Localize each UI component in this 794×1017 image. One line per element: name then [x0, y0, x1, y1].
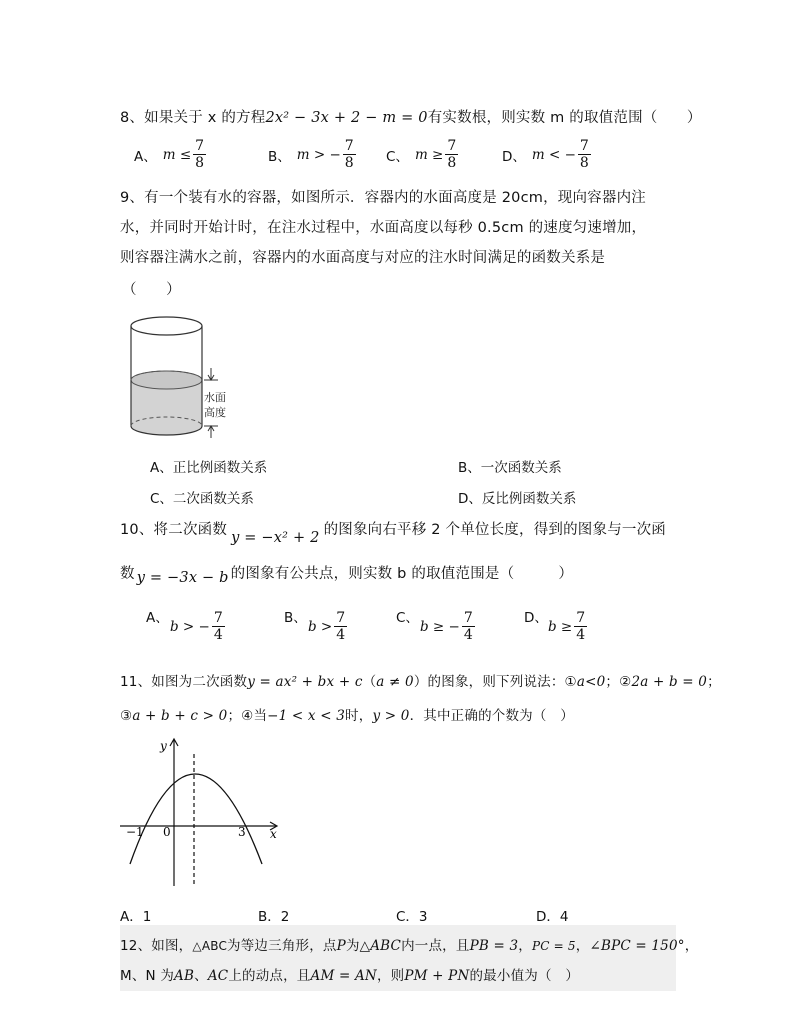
denominator: 8 [195, 155, 205, 171]
q11-option-b: B．2 [258, 909, 290, 925]
q11-text-d: ；② [605, 674, 632, 690]
denominator: 4 [576, 627, 586, 643]
q10-line-2 [120, 562, 574, 586]
q11-text-a: 11、如图为二次函数 [120, 674, 248, 690]
numerator: 7 [576, 610, 586, 626]
q10-option-b [308, 610, 347, 643]
q12-point-p: P [336, 938, 346, 954]
q9-option-c: C、二次函数关系 [150, 491, 254, 507]
q11-text-i: ．其中正确的个数为（ ） [409, 708, 574, 724]
parabola-curve [130, 774, 262, 864]
water-container-figure [124, 308, 244, 438]
q11-equation: y = ax² + bx + c [247, 674, 363, 690]
q12-triangle-2: △ABC [359, 938, 402, 954]
q10-option-d-label: D、 [524, 610, 548, 626]
q12-text-h: ，则 [376, 968, 405, 984]
q11-line-1 [120, 670, 721, 690]
q11-text-h: 时， [345, 708, 373, 724]
q11-statement-1: a<0 [576, 674, 606, 690]
q8-prefix: 8、如果关于 x 的方程 [120, 110, 266, 126]
denominator: 8 [344, 155, 354, 171]
q12-text-i: 的最小值为（ ） [469, 968, 580, 984]
numerator: 7 [447, 138, 457, 154]
q12-line-1 [120, 934, 698, 954]
q11-option-d: D．4 [536, 909, 569, 925]
numerator: 7 [195, 138, 205, 154]
q10-option-a [170, 610, 225, 643]
option-label: B、 [268, 148, 291, 165]
q10-text-c: 数 [120, 566, 135, 582]
option-lhs: m > − [296, 146, 341, 163]
q12-text-c: 为 [345, 938, 360, 954]
option-label: D、 [502, 148, 526, 165]
q9-line-1: 9、有一个装有水的容器，如图所示．容器内的水面高度是 20cm，现向容器内注 [120, 190, 646, 206]
q8-equation: 2x² − 3x + 2 − m = 0 [265, 110, 428, 126]
q12-pb: PB = 3 [469, 938, 519, 954]
q11-text-c: ）的图象，则下列说法：① [413, 674, 577, 690]
option-lhs: b > [308, 618, 333, 635]
q12-text-b: 为等边三角形，点 [227, 938, 337, 954]
q9-line-3: 则容器注满水之前，容器内的水面高度与对应的注水时间满足的函数关系是 [120, 250, 606, 266]
q12-sep-2: ， [575, 938, 590, 954]
figure-label-water: 水面 [204, 391, 226, 404]
fraction [334, 610, 347, 643]
q9-option-d: D、反比例函数关系 [458, 491, 577, 507]
q9-option-a: A、正比例函数关系 [150, 460, 268, 476]
q8-option-b [268, 138, 356, 171]
q10-text-a: 10、将二次函数 [120, 522, 228, 538]
fraction [212, 610, 225, 643]
q10-option-c [420, 610, 475, 643]
denominator: 8 [447, 155, 457, 171]
fraction [462, 610, 475, 643]
numerator: 7 [463, 610, 473, 626]
q10-text-b: 的图象向右平移 2 个单位长度，得到的图象与一次函 [323, 522, 667, 538]
fraction [343, 138, 356, 171]
denominator: 4 [336, 627, 346, 643]
option-label: C、 [386, 148, 409, 165]
q9-option-b: B、一次函数关系 [458, 460, 562, 476]
q12-sep-3: ， [684, 938, 699, 954]
q11-statement-4: −1 < x < 3 [267, 708, 346, 724]
tick-label-three: 3 [238, 825, 246, 839]
q12-segment-ab: AB [174, 968, 195, 984]
q12-pc: PC = 5 [531, 939, 576, 953]
numerator: 7 [213, 610, 223, 626]
q8-option-d [502, 138, 591, 171]
fraction [578, 138, 591, 171]
option-lhs: b > − [170, 618, 210, 635]
option-label: A、 [134, 148, 157, 165]
q11-statement-3: a + b + c > 0 [132, 708, 228, 724]
option-lhs: m ≥ [414, 146, 444, 163]
q11-text-f: ③ [120, 708, 133, 724]
q11-text-e: ； [707, 674, 721, 690]
parabola-graph [116, 736, 286, 892]
q8-option-a [134, 138, 206, 171]
q10-option-a-label: A、 [146, 610, 169, 626]
q12-text-a: 12、如图， [120, 938, 193, 954]
origin-label: 0 [163, 825, 171, 839]
option-lhs: b ≥ [548, 618, 573, 635]
numerator: 7 [336, 610, 346, 626]
q8-stem [120, 106, 702, 127]
q12-am-an: AM = AN [310, 968, 377, 984]
denominator: 4 [463, 627, 473, 643]
q12-text-g: 上的动点，且 [228, 968, 311, 984]
q11-statement-2: 2a + b = 0 [631, 674, 708, 690]
q12-angle: ∠BPC = 150° [589, 938, 685, 954]
tick-label-neg-one: −1 [126, 825, 144, 839]
option-lhs: m < − [531, 146, 576, 163]
q9-answer-paren: （ ） [122, 282, 181, 298]
q12-sep-1: ， [518, 938, 532, 954]
q11-line-2 [120, 704, 574, 724]
q10-equation-2: y = −3x − b [136, 570, 229, 586]
x-axis-label: x [270, 827, 277, 841]
denominator: 4 [213, 627, 223, 643]
option-lhs: b ≥ − [420, 618, 460, 635]
fraction [574, 610, 587, 643]
q12-pm-pn: PM + PN [404, 968, 470, 984]
q12-text-e: M、N 为 [120, 968, 175, 984]
q11-option-a: A．1 [120, 909, 152, 925]
q8-suffix: 有实数根，则实数 m 的取值范围（ ） [427, 110, 702, 126]
numerator: 7 [344, 138, 354, 154]
q11-text-g: ；④当 [227, 708, 268, 724]
q9-line-2: 水，并同时开始计时，在注水过程中，水面高度以每秒 0.5cm 的速度匀速增加， [120, 220, 647, 236]
q10-option-d [548, 610, 587, 643]
q10-text-d: 的图象有公共点，则实数 b 的取值范围是（ ） [230, 566, 574, 582]
q12-triangle-1: △ABC [192, 939, 228, 953]
figure-label-height: 高度 [204, 406, 226, 419]
q12-text-d: 内一点，且 [401, 938, 470, 954]
q10-option-b-label: B、 [284, 610, 307, 626]
q10-line-1 [120, 518, 667, 546]
q11-text-b: （ [362, 674, 377, 690]
q12-text-f: 、 [194, 968, 208, 984]
q10-option-c-label: C、 [396, 610, 419, 626]
q12-segment-ac: AC [207, 968, 229, 984]
container-top-rim [131, 317, 202, 335]
fraction [193, 138, 206, 171]
q10-equation-1: y = −x² + 2 [231, 530, 320, 546]
option-lhs: m ≤ [162, 146, 192, 163]
q11-option-c: C．3 [396, 909, 428, 925]
y-axis-label: y [160, 739, 167, 753]
q8-option-c [386, 138, 458, 171]
q11-statement-5: y > 0 [372, 708, 410, 724]
denominator: 8 [579, 155, 589, 171]
q11-condition: a ≠ 0 [376, 674, 414, 690]
numerator: 7 [579, 138, 589, 154]
fraction [445, 138, 458, 171]
q12-line-2 [120, 964, 579, 984]
